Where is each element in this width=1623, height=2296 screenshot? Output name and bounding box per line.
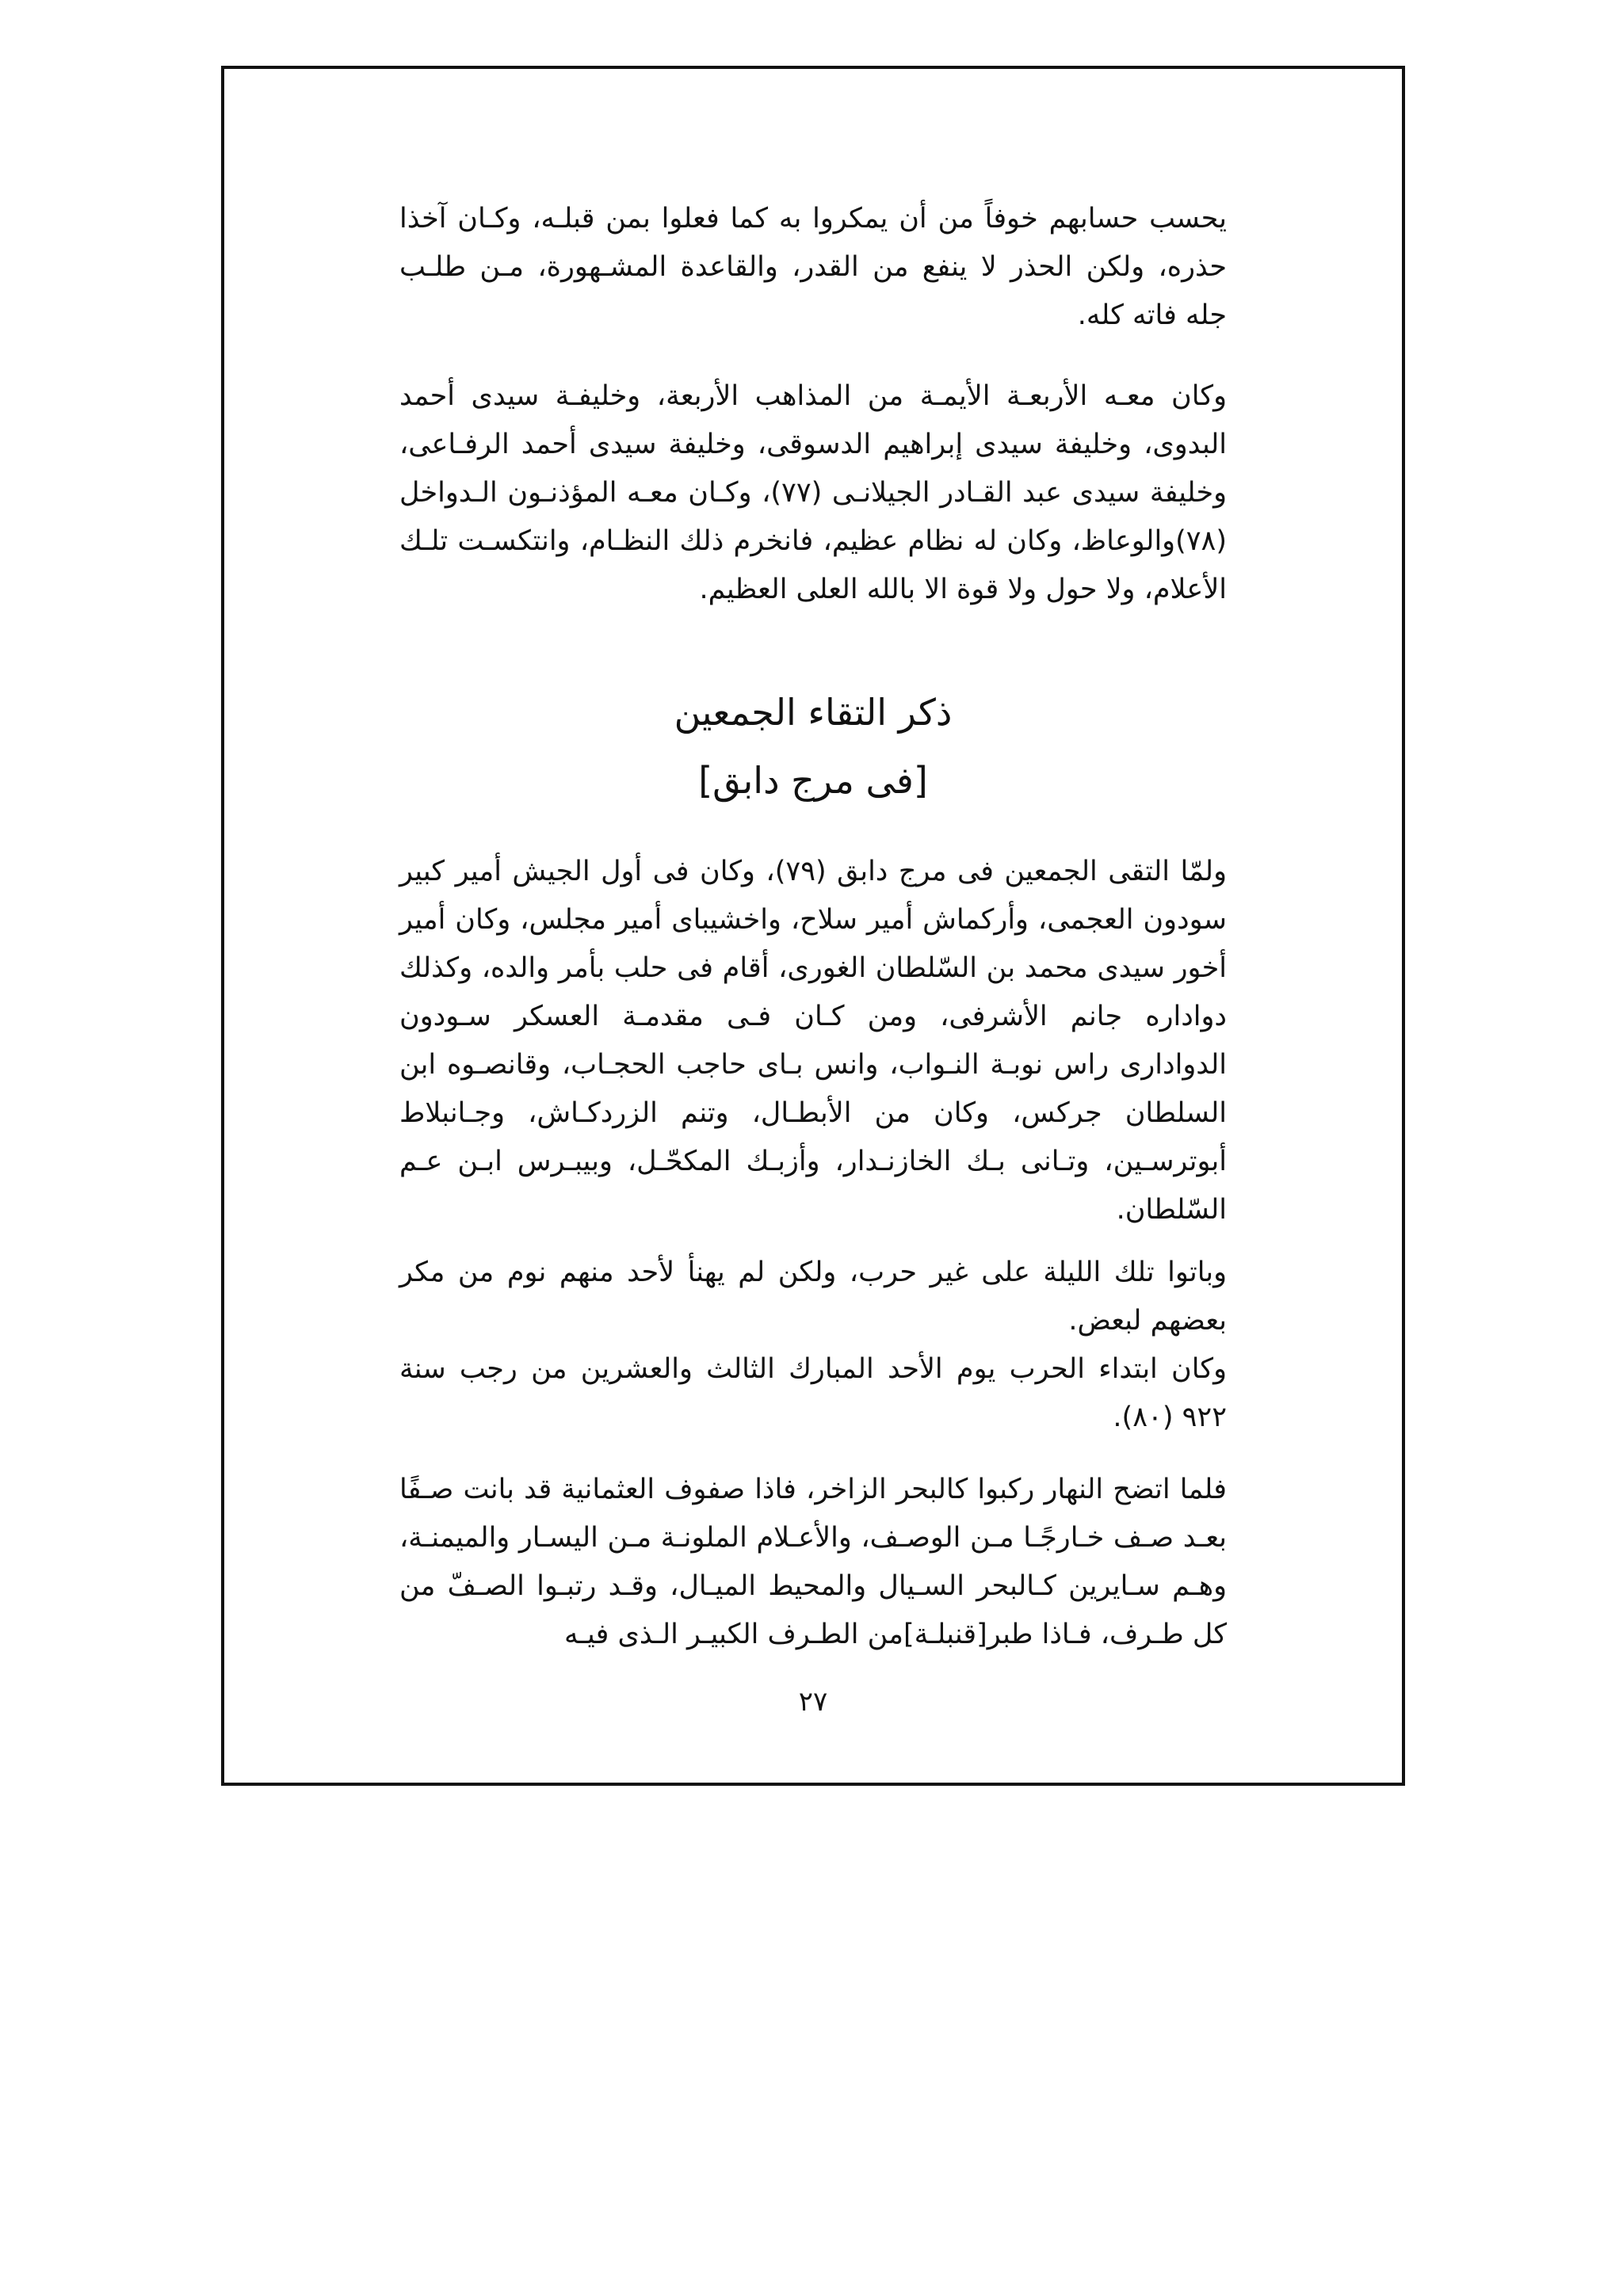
paragraph-4 <box>399 1249 1227 1345</box>
paragraph-3-text: ولمّا التقى الجمعين فى مرج دابق (٧٩)، وكان فى أول الجيش أمير كبير سودون العجمى، وأركماش أمير سلاح، واخشيباى أمير مجلس، وكان أمير أخور سيدى محمد بن السّلطان الغورى، أقام فى حلب بأمر والده، وكذلك دواداره جانم الأشرفى، ومن كـان فـى مقدمـة العسكر سـودون الدوادارى راس نوبـة النـواب، وانس بـاى حاجب الحجـاب، وقانصـوه ابن السلطان جركس، وكان من الأبطـال، وتنم الزردكـاش، وجـانبلاط أبوترسـين، وتـانى بـك الخازنـدار، وأزبـك المكحّـل، وبيبـرس ابـن عـم السّلطان. <box>399 856 1227 1226</box>
section-heading <box>399 678 1227 814</box>
paragraph-1 <box>399 195 1227 340</box>
page-number: ٢٧ <box>798 1686 828 1718</box>
paragraph-1-text: يحسب حسابهم خوفاً من أن يمكروا به كما فعلوا بمن قبلـه، وكـان آخذا حذره، ولكن الحذر لا ينفع من القدر، والقاعدة المشـهورة، مـن طلـب جله فاته كله. <box>399 203 1227 331</box>
section-heading-line-1: ذكر التقاء الجمعين <box>674 691 953 734</box>
paragraph-3 <box>399 848 1227 1234</box>
section-heading-line-2: [فى مرج دابق] <box>698 759 928 802</box>
paragraph-6 <box>399 1466 1227 1659</box>
paragraph-2 <box>399 372 1227 614</box>
paragraph-6-text: فلما اتضح النهار ركبوا كالبحر الزاخر، فاذا صفوف العثمانية قد بانت صـفًا بعـد صـف خـارجًـا مـن الوصـف، والأعـلام الملونـة مـن اليسـار والميمنـة، وهـم سـايرين كـالبحر السـيال والمحيط الميـال، وقـد رتبـوا الصـفّ من كل طـرف، فـاذا طبر[قنبلـة]من الطـرف الكبيـر الـذى فيـه <box>399 1474 1227 1650</box>
paragraph-5 <box>399 1345 1227 1442</box>
paragraph-5-text: وكان ابتداء الحرب يوم الأحد المبارك الثالث والعشرين من رجب سنة ٩٢٢ (٨٠). <box>399 1353 1227 1433</box>
paragraph-2-text: وكان معـه الأربعـة الأيمـة من المذاهب الأربعة، وخليفـة سيدى أحمد البدوى، وخليفة سيدى إبراهيم الدسوقى، وخليفة سيدى أحمد الرفـاعى، وخليفة سيدى عبد القـادر الجيلانـى (٧٧)، وكـان معـه المؤذنـون الـدواخل (٧٨)والوعاظ، وكان له نظام عظيم، فانخرم ذلك النظـام، وانتكسـت تلـك الأعلام، ولا حول ولا قوة الا بالله العلى العظيم. <box>399 380 1227 605</box>
paragraph-4-text: وباتوا تلك الليلة على غير حرب، ولكن لم يهنأ لأحد منهم نوم من مكر بعضهم لبعض. <box>399 1257 1227 1337</box>
